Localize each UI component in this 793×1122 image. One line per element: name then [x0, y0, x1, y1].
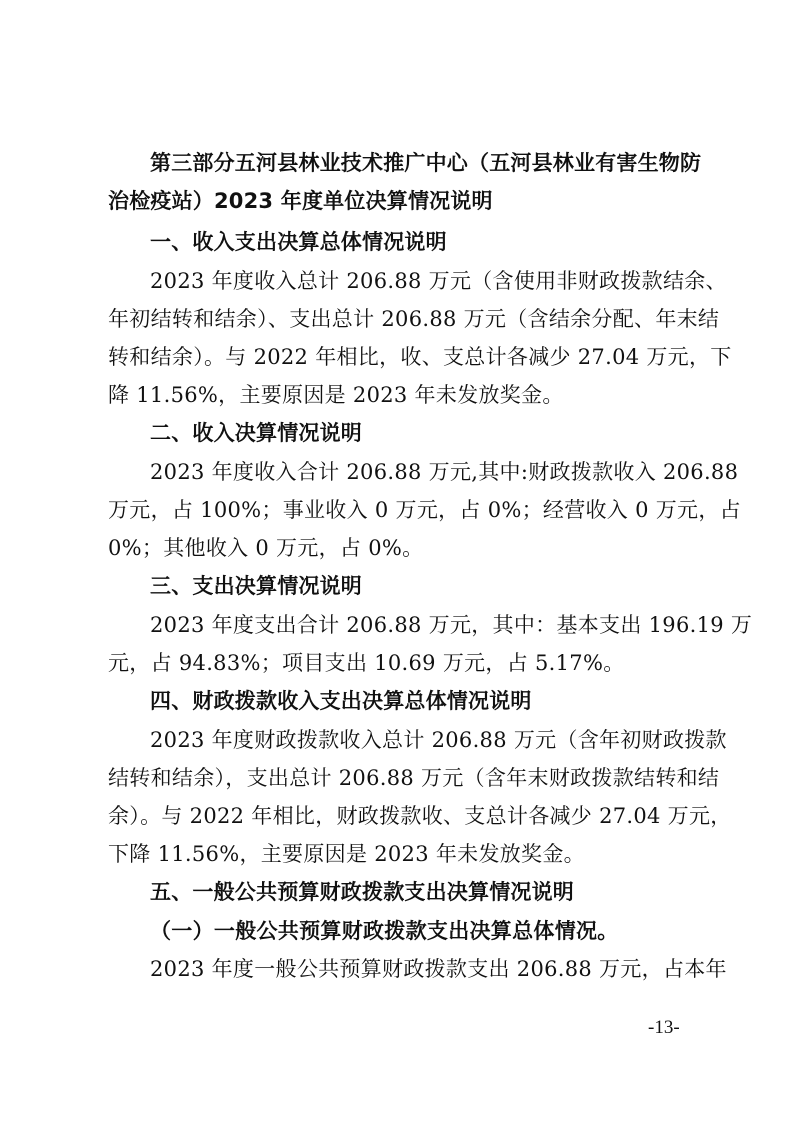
section-3-heading: 三、支出决算情况说明 — [150, 574, 362, 598]
section-4-paragraph-line: 下降 11.56%，主要原因是 2023 年未发放奖金。 — [108, 842, 585, 866]
section-2-paragraph-line: 0%；其他收入 0 万元，占 0%。 — [108, 536, 424, 560]
section-1-paragraph-line: 降 11.56%，主要原因是 2023 年未发放奖金。 — [108, 383, 564, 407]
section-5-subheading: （一）一般公共预算财政拨款支出决算总体情况。 — [150, 918, 619, 943]
section-3-paragraph-line: 2023 年度支出合计 206.88 万元，其中：基本支出 196.19 万 — [150, 613, 753, 637]
page-number: -13- — [648, 1017, 680, 1038]
section-3-paragraph-line: 元，占 94.83%；项目支出 10.69 万元，占 5.17%。 — [108, 651, 625, 675]
document-title-line-2: 治检疫站）2023 年度单位决算情况说明 — [108, 189, 493, 213]
section-5-heading: 五、一般公共预算财政拨款支出决算情况说明 — [150, 880, 574, 904]
section-2-paragraph-line: 万元，占 100%；事业收入 0 万元，占 0%；经营收入 0 万元，占 — [108, 498, 741, 522]
section-5-paragraph-line: 2023 年度一般公共预算财政拨款支出 206.88 万元，占本年 — [150, 957, 727, 981]
section-2-heading: 二、收入决算情况说明 — [150, 421, 362, 445]
section-4-paragraph-line: 余）。与 2022 年相比，财政拨款收、支总计各减少 27.04 万元， — [108, 804, 732, 828]
section-1-paragraph-line: 2023 年度收入总计 206.88 万元（含使用非财政拨款结余、 — [150, 269, 727, 293]
section-1-paragraph-line: 年初结转和结余）、支出总计 206.88 万元（含结余分配、年末结 — [108, 307, 720, 331]
document-title-line-1: 第三部分五河县林业技术推广中心（五河县林业有害生物防 — [150, 151, 702, 175]
section-1-heading: 一、收入支出决算总体情况说明 — [150, 230, 447, 254]
section-4-paragraph-line: 结转和结余），支出总计 206.88 万元（含年末财政拨款结转和结 — [108, 766, 720, 790]
section-4-heading: 四、财政拨款收入支出决算总体情况说明 — [150, 689, 532, 713]
section-1-paragraph-line: 转和结余）。与 2022 年相比，收、支总计各减少 27.04 万元，下 — [108, 345, 732, 369]
section-2-paragraph-line: 2023 年度收入合计 206.88 万元,其中:财政拨款收入 206.88 — [150, 460, 739, 484]
section-4-paragraph-line: 2023 年度财政拨款收入总计 206.88 万元（含年初财政拨款 — [150, 728, 727, 752]
